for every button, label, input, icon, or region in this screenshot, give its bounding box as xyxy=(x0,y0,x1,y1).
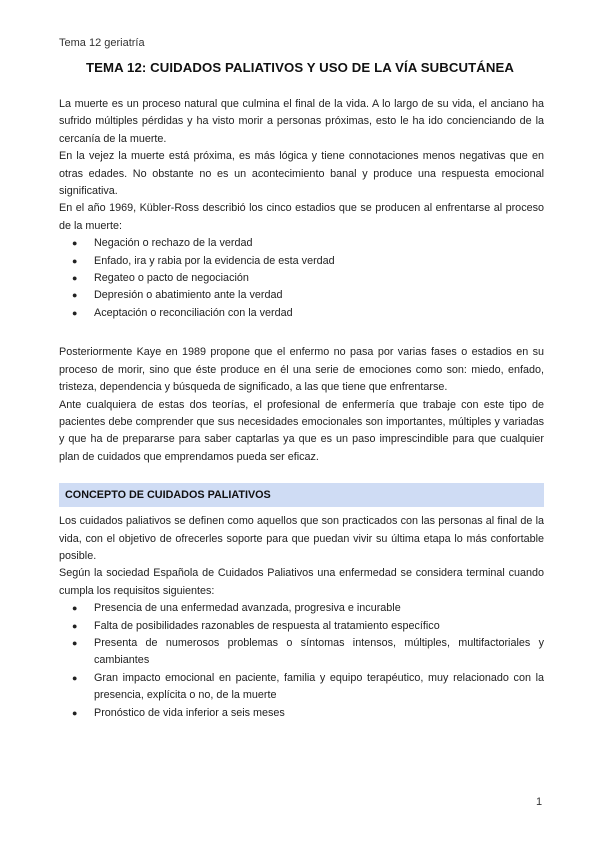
list-item-text: Regateo o pacto de negociación xyxy=(94,272,249,285)
list-item-text: Depresión o abatimiento ante la verdad xyxy=(94,289,283,302)
bullet-icon: ● xyxy=(72,603,78,614)
bullet-icon: ● xyxy=(72,637,78,648)
list-item xyxy=(59,287,544,304)
section-heading: CONCEPTO DE CUIDADOS PALIATIVOS xyxy=(59,483,544,507)
paragraph: En el año 1969, Kübler-Ross describió los cinco estadios que se producen al enfrentarse al proceso de la muerte: xyxy=(59,202,544,232)
bullet-icon: ● xyxy=(72,290,78,301)
list-item xyxy=(59,305,544,322)
document-body xyxy=(59,96,544,722)
list-item-text: Presencia de una enfermedad avanzada, progresiva e incurable xyxy=(94,602,401,615)
requirements-list xyxy=(59,600,544,722)
list-item xyxy=(59,235,544,252)
bullet-icon: ● xyxy=(72,707,78,718)
list-item xyxy=(59,270,544,287)
bullet-icon: ● xyxy=(72,620,78,631)
paragraph: En la vejez la muerte está próxima, es más lógica y tiene connotaciones menos negativas que en otras edades. No obstante no es un acontecimiento banal y produce una respuesta emocional significativa. xyxy=(59,150,544,198)
list-item xyxy=(59,635,544,670)
list-item xyxy=(59,670,544,705)
page-number: 1 xyxy=(536,796,543,808)
page-header: Tema 12 geriatría xyxy=(59,37,145,49)
list-item xyxy=(59,705,544,722)
bullet-icon: ● xyxy=(72,255,78,266)
list-item-text: Enfado, ira y rabia por la evidencia de esta verdad xyxy=(94,254,335,267)
bullet-icon: ● xyxy=(72,273,78,284)
list-item xyxy=(59,600,544,617)
paragraph: Los cuidados paliativos se definen como aquellos que son practicados con las personas al final de la vida, con el objetivo de ofrecerles soporte para que puedan vivir su última etapa lo más confortable posible. xyxy=(59,515,544,562)
bullet-icon: ● xyxy=(72,672,78,683)
paragraph: Posteriormente Kaye en 1989 propone que el enfermo no pasa por varias fases o estadios en su proceso de morir, sino que éste produce en él una serie de emociones como son: miedo, enfado, tristeza, dependencia y búsqueda de significado, a las que tiene que enfrentarse. xyxy=(59,346,544,394)
list-item xyxy=(59,253,544,270)
list-item xyxy=(59,618,544,635)
paragraph: Ante cualquiera de estas dos teorías, el profesional de enfermería que trabaje con este tipo de pacientes debe comprender que sus necesidades emocionales son importantes, múltiples y variadas y que ha de prepararse para saber captarlas ya que es un paso imprescindible para que cualquier plan de cuidados que emprendamos pueda ser eficaz. xyxy=(59,398,544,463)
list-item-text: Negación o rechazo de la verdad xyxy=(94,237,253,250)
list-item-text: Pronóstico de vida inferior a seis meses xyxy=(94,706,285,719)
paragraph: La muerte es un proceso natural que culmina el final de la vida. A lo largo de su vida, el anciano ha sufrido múltiples pérdidas y ha visto morir a personas próximas, esto le ha ido concienciando de la cercanía de la muerte. xyxy=(59,98,544,145)
list-item-text: Aceptación o reconciliación con la verdad xyxy=(94,306,293,319)
bullet-icon: ● xyxy=(72,238,78,249)
list-item-text: Gran impacto emocional en paciente, familia y equipo terapéutico, muy relacionado con la presencia, explícita o no, de la muerte xyxy=(94,671,544,702)
stages-list xyxy=(59,235,544,322)
paragraph: Según la sociedad Española de Cuidados Paliativos una enfermedad se considera terminal cuando cumpla los requisitos siguientes: xyxy=(59,567,544,597)
bullet-icon: ● xyxy=(72,307,78,318)
list-item-text: Presenta de numerosos problemas o síntomas intensos, múltiples, multifactoriales y cambiantes xyxy=(94,636,544,667)
list-item-text: Falta de posibilidades razonables de respuesta al tratamiento específico xyxy=(94,619,440,632)
page-title: TEMA 12: CUIDADOS PALIATIVOS Y USO DE LA VÍA SUBCUTÁNEA xyxy=(85,60,515,75)
